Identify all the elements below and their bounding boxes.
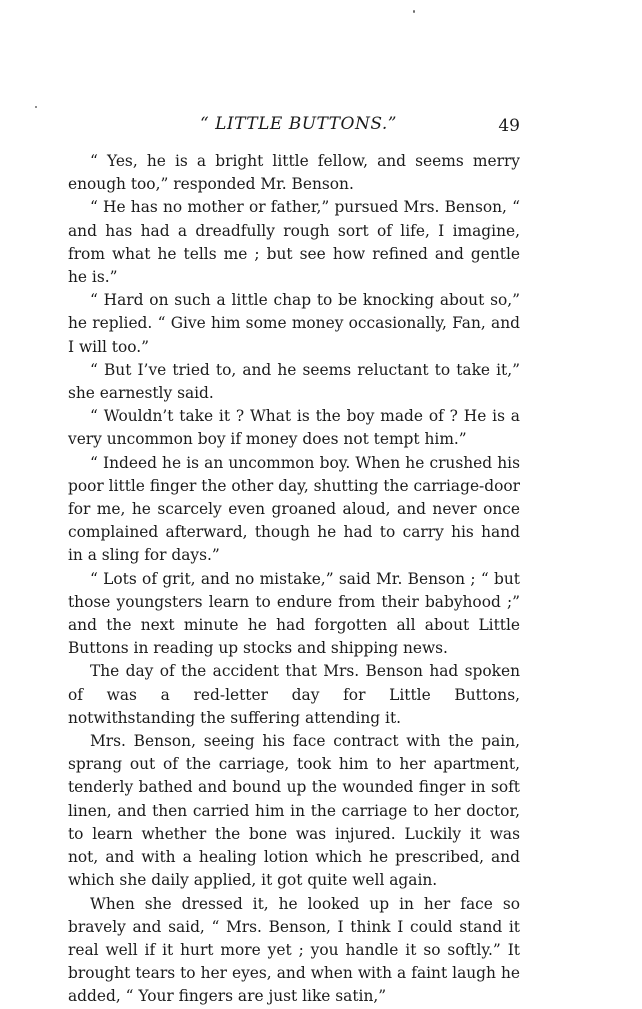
- print-speck: [413, 10, 415, 13]
- paragraph: “ Yes, he is a bright little fellow, and seems merry enough too,” responded Mr. Benson.: [68, 152, 520, 194]
- paragraph: “ Hard on such a little chap to be knocking about so,” he replied. “ Give him some money occasionally, Fan, and I will too.”: [68, 291, 520, 356]
- paragraph: When she dressed it, he looked up in her face so bravely and said, “ Mrs. Benson, I think I could stand it real well if it hurt more yet ; you handle it so softly.” It brought tears to her eyes, and when with a faint laugh he added, “ Your fingers are just like satin,”: [68, 894, 520, 1006]
- paragraph: The day of the accident that Mrs. Benson had spoken of was a red-letter day for Little Buttons, notwithstanding the suffering attending it.: [68, 662, 520, 727]
- paragraph: Mrs. Benson, seeing his face contract with the pain, sprang out of the carriage, took him to her apartment, tenderly bathed and bound up the wounded finger in soft linen, and then carried him in the carriage to her doctor, to learn whether the bone was injured. Luckily it was not, and with a healing lotion which he prescribed, and which she daily applied, it got quite well again.: [68, 732, 520, 890]
- paragraph: “ Lots of grit, and no mistake,” said Mr. Benson ; “ but those youngsters learn to endure from their babyhood ;” and the next minute he had forgotten all about Little Buttons in reading up stocks and shipping news.: [68, 569, 520, 658]
- page-number: 49: [498, 116, 520, 136]
- paragraph: “ He has no mother or father,” pursued Mrs. Benson, “ and has had a dreadfully rough sort of life, I imagine, from what he tells me ; but see how refined and gentle he is.”: [68, 198, 520, 287]
- print-speck: [35, 106, 37, 108]
- body-text: [68, 150, 520, 1009]
- paragraph: “ Wouldn’t take it ? What is the boy made of ? He is a very uncommon boy if money does not tempt him.”: [68, 407, 520, 449]
- running-title: “ LITTLE BUTTONS.”: [200, 114, 397, 134]
- page-header: [68, 114, 520, 138]
- paragraph: “ But I’ve tried to, and he seems reluctant to take it,” she earnestly said.: [68, 360, 520, 403]
- paragraph: “ Indeed he is an uncommon boy. When he crushed his poor little finger the other day, shutting the carriage-door for me, he scarcely even groaned aloud, and never once complained afterward, though he had to carry his hand in a sling for days.”: [68, 453, 520, 565]
